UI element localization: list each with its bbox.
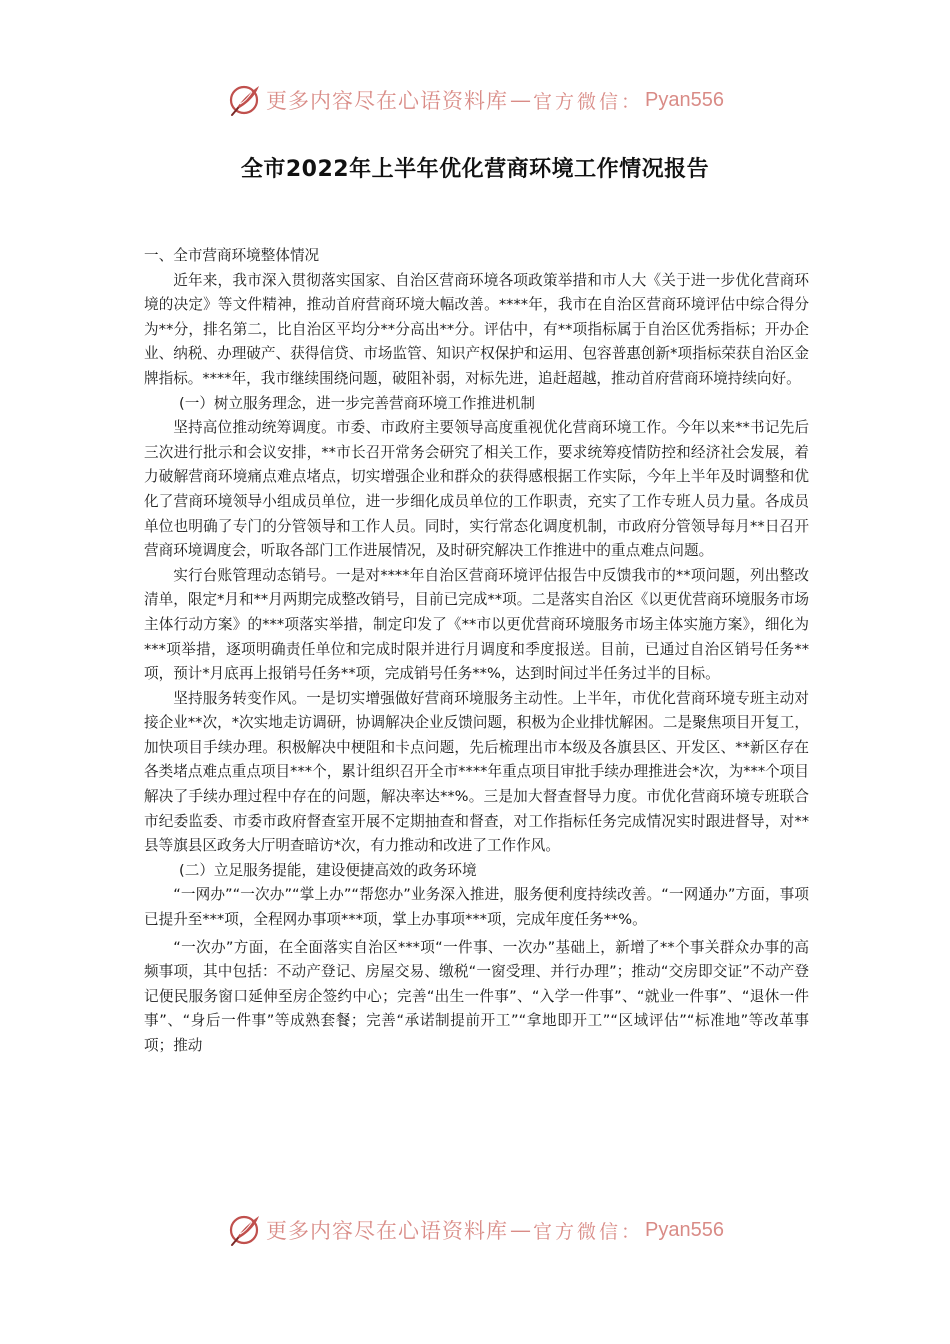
paragraph: 近年来，我市深入贯彻落实国家、自治区营商环境各项政策举措和市人大《关于进一步优化营商环境的决定》等文件精神，推动首府营商环境大幅改善。****年，我市在自治区营商环境评估中综合得分为**分，排名第二，比自治区平均分**分高出**分。评估中，有**项指标属于自治区优秀指标；开办企业、纳税、办理破产、获得信贷、市场监管、知识产权保护和运用、包容普惠创新*项指标荣获自治区金牌指标。****年，我市继续围绕问题，破阻补弱，对标先进，追赶超越，推动首府营商环境持续向好。 (144, 271, 809, 387)
watermark-id: Pyan556 (645, 88, 724, 111)
quill-pen-logo-icon (226, 1212, 262, 1248)
watermark-subtitle: 官方微信： (533, 1220, 644, 1243)
paragraph: “一次办”方面，在全面落实自治区***项“一件事、一次办”基础上，新增了**个事关群众办事的高频事项，其中包括：不动产登记、房屋交易、缴税“一窗受理、并行办理”；推动“交房即交证”不动产登记便民服务窗口延伸至房企签约中心；完善“出生一件事”、“入学一件事”、“就业一件事”、“退休一件事”、“身后一件事”等成熟套餐；完善“承诺制提前开工”“拿地即开工”“区域评估”“标准地”等改革事项；推动 (144, 938, 809, 1054)
watermark-id: Pyan556 (645, 1218, 724, 1241)
quill-pen-logo-icon (226, 82, 262, 118)
document-body (144, 244, 809, 1059)
watermark-footer (0, 1208, 950, 1252)
watermark-header (0, 78, 950, 122)
subsection-heading: (二）立足服务提能，建设便捷高效的政务环境 (179, 861, 477, 879)
paragraph: 坚持高位推动统筹调度。市委、市政府主要领导高度重视优化营商环境工作。今年以来**书记先后三次进行批示和会议安排，**市长召开常务会研究了相关工作，要求统筹疫情防控和经济社会发展，着力破解营商环境痛点难点堵点，切实增强企业和群众的获得感根据工作实际，今年上半年及时调整和优化了营商环境领导小组成员单位，进一步细化成员单位的工作职责，充实了工作专班人员力量。各成员单位也明确了专门的分管领导和工作人员。同时，实行常态化调度机制，市政府分管领导每月**日召开营商环境调度会，听取各部门工作进展情况，及时研究解决工作推进中的重点难点问题。 (144, 419, 809, 560)
paragraph: 坚持服务转变作风。一是切实增强做好营商环境服务主动性。上半年，市优化营商环境专班主动对接企业**次，*次实地走访调研，协调解决企业反馈问题，积极为企业排忧解困。二是聚焦项目开复工，加快项目手续办理。积极解决中梗阻和卡点问题，先后梳理出市本级及各旗县区、开发区、**新区存在各类堵点难点重点项目***个，累计组织召开全市****年重点项目审批手续办理推进会*次，为***个项目解决了手续办理过程中存在的问题，解决率达**%。三是加大督查督导力度。市优化营商环境专班联合市纪委监委、市委市政府督查室开展不定期抽查和督查，对工作指标任务完成情况实时跟进督导，对**县等旗县区政务大厅明查暗访*次，有力推动和改进了工作作风。 (144, 689, 809, 855)
section-heading: 一、全市营商环境整体情况 (144, 247, 320, 264)
watermark-dash: — (510, 88, 531, 112)
subsection-heading: (一）树立服务理念，进一步完善营商环境工作推进机制 (179, 394, 535, 412)
paragraph: “一网办”“一次办”“掌上办”“帮您办”业务深入推进，服务便利度持续改善。“一网通办”方面，事项已提升至***项，全程网办事项***项，掌上办事项***项，完成年度任务**%。 (144, 886, 809, 929)
watermark-dash: — (510, 1218, 531, 1242)
paragraph: 实行台账管理动态销号。一是对****年自治区营商环境评估报告中反馈我市的**项问题，列出整改清单，限定*月和**月两期完成整改销号，目前已完成**项。二是落实自治区《以更优营商环境服务市场主体行动方案》的***项落实举措，制定印发了《**市以更优营商环境服务市场主体实施方案》，细化为***项举措，逐项明确责任单位和完成时限并进行月调度和季度报送。目前，已通过自治区销号任务**项，预计*月底再上报销号任务**项，完成销号任务**%，达到时间过半任务过半的目标。 (144, 566, 809, 683)
watermark-text: 更多内容尽在心语资料库 (266, 1219, 508, 1243)
watermark-text: 更多内容尽在心语资料库 (266, 89, 508, 113)
watermark-subtitle: 官方微信： (533, 90, 644, 113)
document-title: 全市2022年上半年优化营商环境工作情况报告 (240, 157, 710, 182)
